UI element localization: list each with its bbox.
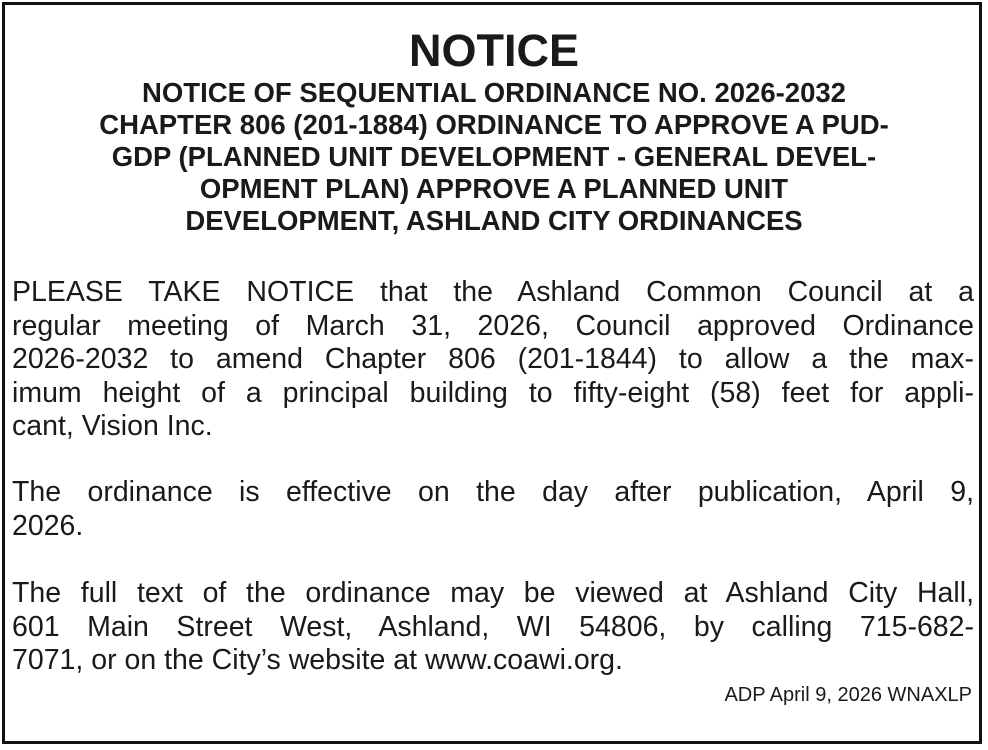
notice-paragraph-effective-date	[12, 476, 974, 543]
heading-line: GDP (PLANNED UNIT DEVELOPMENT - GENERAL DEVEL-	[111, 141, 877, 172]
publication-footer: ADP April 9, 2026 WNAXLP	[724, 684, 972, 706]
heading-line: OPMENT PLAN) APPROVE A PLANNED UNIT	[199, 173, 789, 204]
paragraph-line: regular meeting of March 31, 2026, Council approved Ordinance	[12, 309, 974, 342]
notice-paragraph-ordinance	[12, 276, 974, 444]
paragraph-line: The ordinance is effective on the day after publication, April 9,	[12, 476, 974, 508]
paragraph-line: PLEASE TAKE NOTICE that the Ashland Common Council at a	[12, 276, 974, 308]
paragraph-line: imum height of a principal building to fifty-eight (58) feet for appli-	[12, 376, 974, 409]
paragraph-line: The full text of the ordinance may be viewed at Ashland City Hall,	[12, 577, 974, 609]
paragraph-line: 2026-2032 to amend Chapter 806 (201-1844) to allow a the max-	[12, 343, 974, 375]
paragraph-line: cant, Vision Inc.	[12, 410, 213, 442]
heading-line: NOTICE OF SEQUENTIAL ORDINANCE NO. 2026-2032	[142, 77, 846, 108]
paragraph-line: 2026.	[12, 509, 84, 542]
heading-line: CHAPTER 806 (201-1884) ORDINANCE TO APPROVE A PUD-	[99, 109, 889, 140]
notice-title: NOTICE	[408, 25, 579, 76]
notice-paragraph-full-text	[12, 577, 974, 678]
paragraph-line: 7071, or on the City’s website at www.coawi.org.	[12, 644, 623, 676]
heading-line: DEVELOPMENT, ASHLAND CITY ORDINANCES	[185, 205, 803, 236]
notice-heading	[12, 77, 976, 237]
paragraph-line: 601 Main Street West, Ashland, WI 54806, by calling 715-682-	[12, 610, 974, 643]
